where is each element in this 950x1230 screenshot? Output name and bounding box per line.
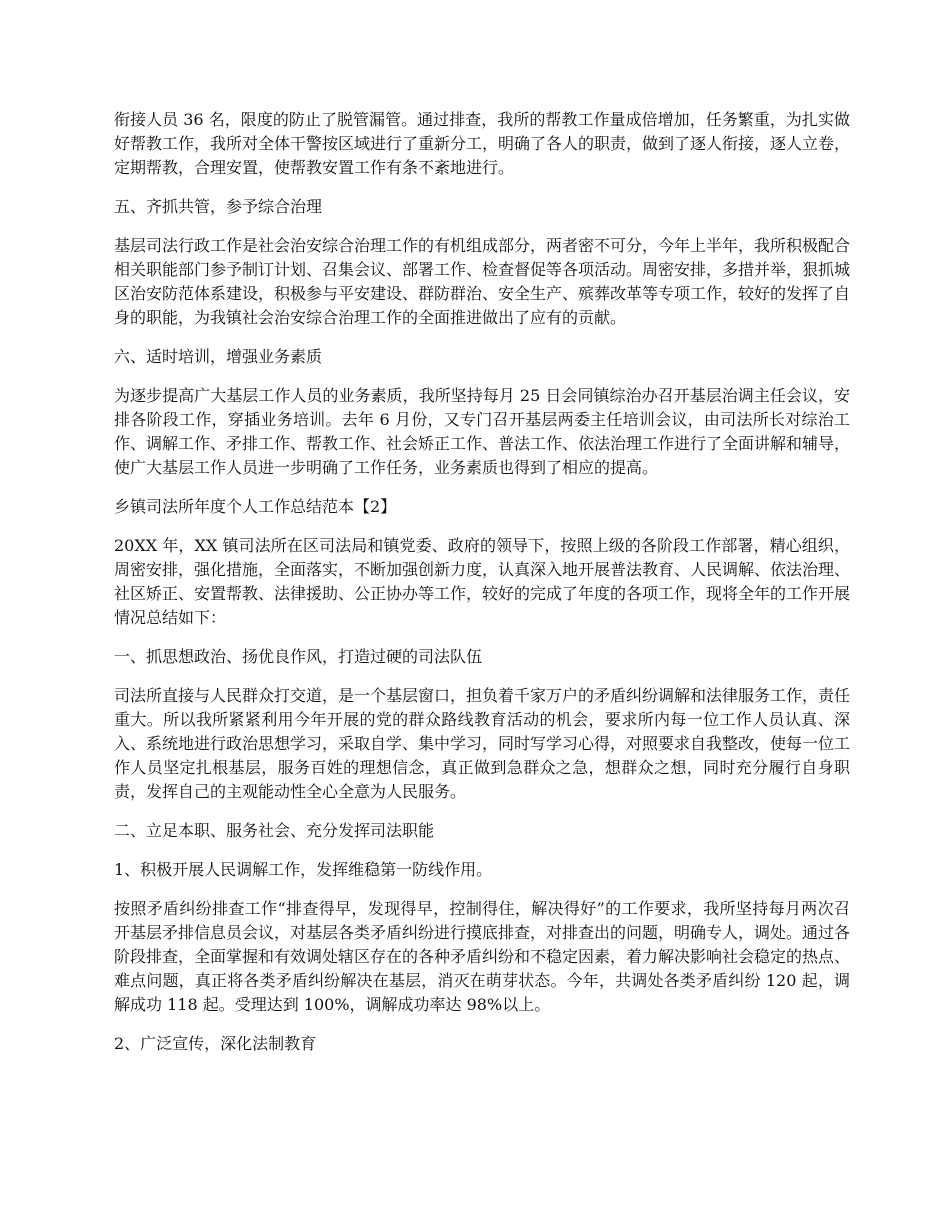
paragraph-annual-intro: 20XX 年，XX 镇司法所在区司法局和镇党委、政府的领导下，按照上级的各阶段工作部署，精心组织，周密安排，强化措施，全面落实，不断加强创新力度，认真深入地开展普法教育、人民调解、依法治理、社区矫正、安置帮教、法律援助、公正协办等工作，较好的完成了年度的各项工作，现将全年的工作开展情况总结如下： — [114, 536, 851, 627]
subsection-heading-2: 2、广泛宣传，深化法制教育 — [114, 1034, 317, 1053]
section-heading-5: 五、齐抓共管，参予综合治理 — [114, 197, 323, 216]
section-heading-1: 一、抓思想政治、扬优良作风，打造过硬的司法队伍 — [114, 647, 483, 666]
document-page — [114, 108, 850, 1071]
paragraph-training: 为逐步提高广大基层工作人员的业务素质，我所坚持每月 25 日会同镇综治办召开基层治调主任会议，安排各阶段工作，穿插业务培训。去年 6 月份，又专门召开基层两委主任培训会议，由司法所长对综治工作、调解工作、矛排工作、帮教工作、社会矫正工作、普法工作、依法治理工作进行了全面讲解和辅导，使广大基层工作人员进一步明确了工作任务，业务素质也得到了相应的提高。 — [114, 386, 851, 477]
paragraph-continuation: 衔接人员 36 名，限度的防止了脱管漏管。通过排查，我所的帮教工作量成倍增加，任务繁重，为扎实做好帮教工作，我所对全体干警按区域进行了重新分工，明确了各人的职责，做到了逐人衔接，逐人立卷，定期帮教，合理安置，使帮教安置工作有条不紊地进行。 — [114, 110, 851, 177]
paragraph-comprehensive-governance: 基层司法行政工作是社会治安综合治理工作的有机组成部分，两者密不可分，今年上半年，我所积极配合相关职能部门参予制订计划、召集会议、部署工作、检查督促等各项活动。周密安排，多措并举，狠抓城区治安防范体系建设，积极参与平安建设、群防群治、安全生产、殡葬改革等专项工作，较好的发挥了自身的职能，为我镇社会治安综合治理工作的全面推进做出了应有的贡献。 — [114, 236, 851, 327]
subsection-heading-1: 1、积极开展人民调解工作，发挥维稳第一防线作用。 — [114, 860, 493, 879]
document-subtitle: 乡镇司法所年度个人工作总结范本【2】 — [114, 497, 397, 516]
paragraph-mediation: 按照矛盾纠纷排查工作“排查得早，发现得早，控制得住，解决得好”的工作要求，我所坚持每月两次召开基层矛排信息员会议，对基层各类矛盾纠纷进行摸底排查，对排查出的问题，明确专人，调处。通过各阶段排查，全面掌握和有效调处辖区存在的各种矛盾纠纷和不稳定因素，着力解决影响社会稳定的热点、难点问题，真正将各类矛盾纠纷解决在基层，消灭在萌芽状态。今年，共调处各类矛盾纠纷 120 起，调解成功 118 起。受理达到 100%，调解成功率达 98%以上。 — [114, 899, 851, 1014]
section-heading-2: 二、立足本职、服务社会、充分发挥司法职能 — [114, 821, 435, 840]
paragraph-political-work: 司法所直接与人民群众打交道，是一个基层窗口，担负着千家万户的矛盾纠纷调解和法律服务工作，责任重大。所以我所紧紧利用今年开展的党的群众路线教育活动的机会，要求所内每一位工作人员认真、深入、系统地进行政治思想学习，采取自学、集中学习，同时写学习心得，对照要求自我整改，使每一位工作人员坚定扎根基层，服务百姓的理想信念，真正做到急群众之急，想群众之想，同时充分履行自身职责，发挥自己的主观能动性全心全意为人民服务。 — [114, 686, 851, 801]
section-heading-6: 六、适时培训，增强业务素质 — [114, 347, 323, 366]
